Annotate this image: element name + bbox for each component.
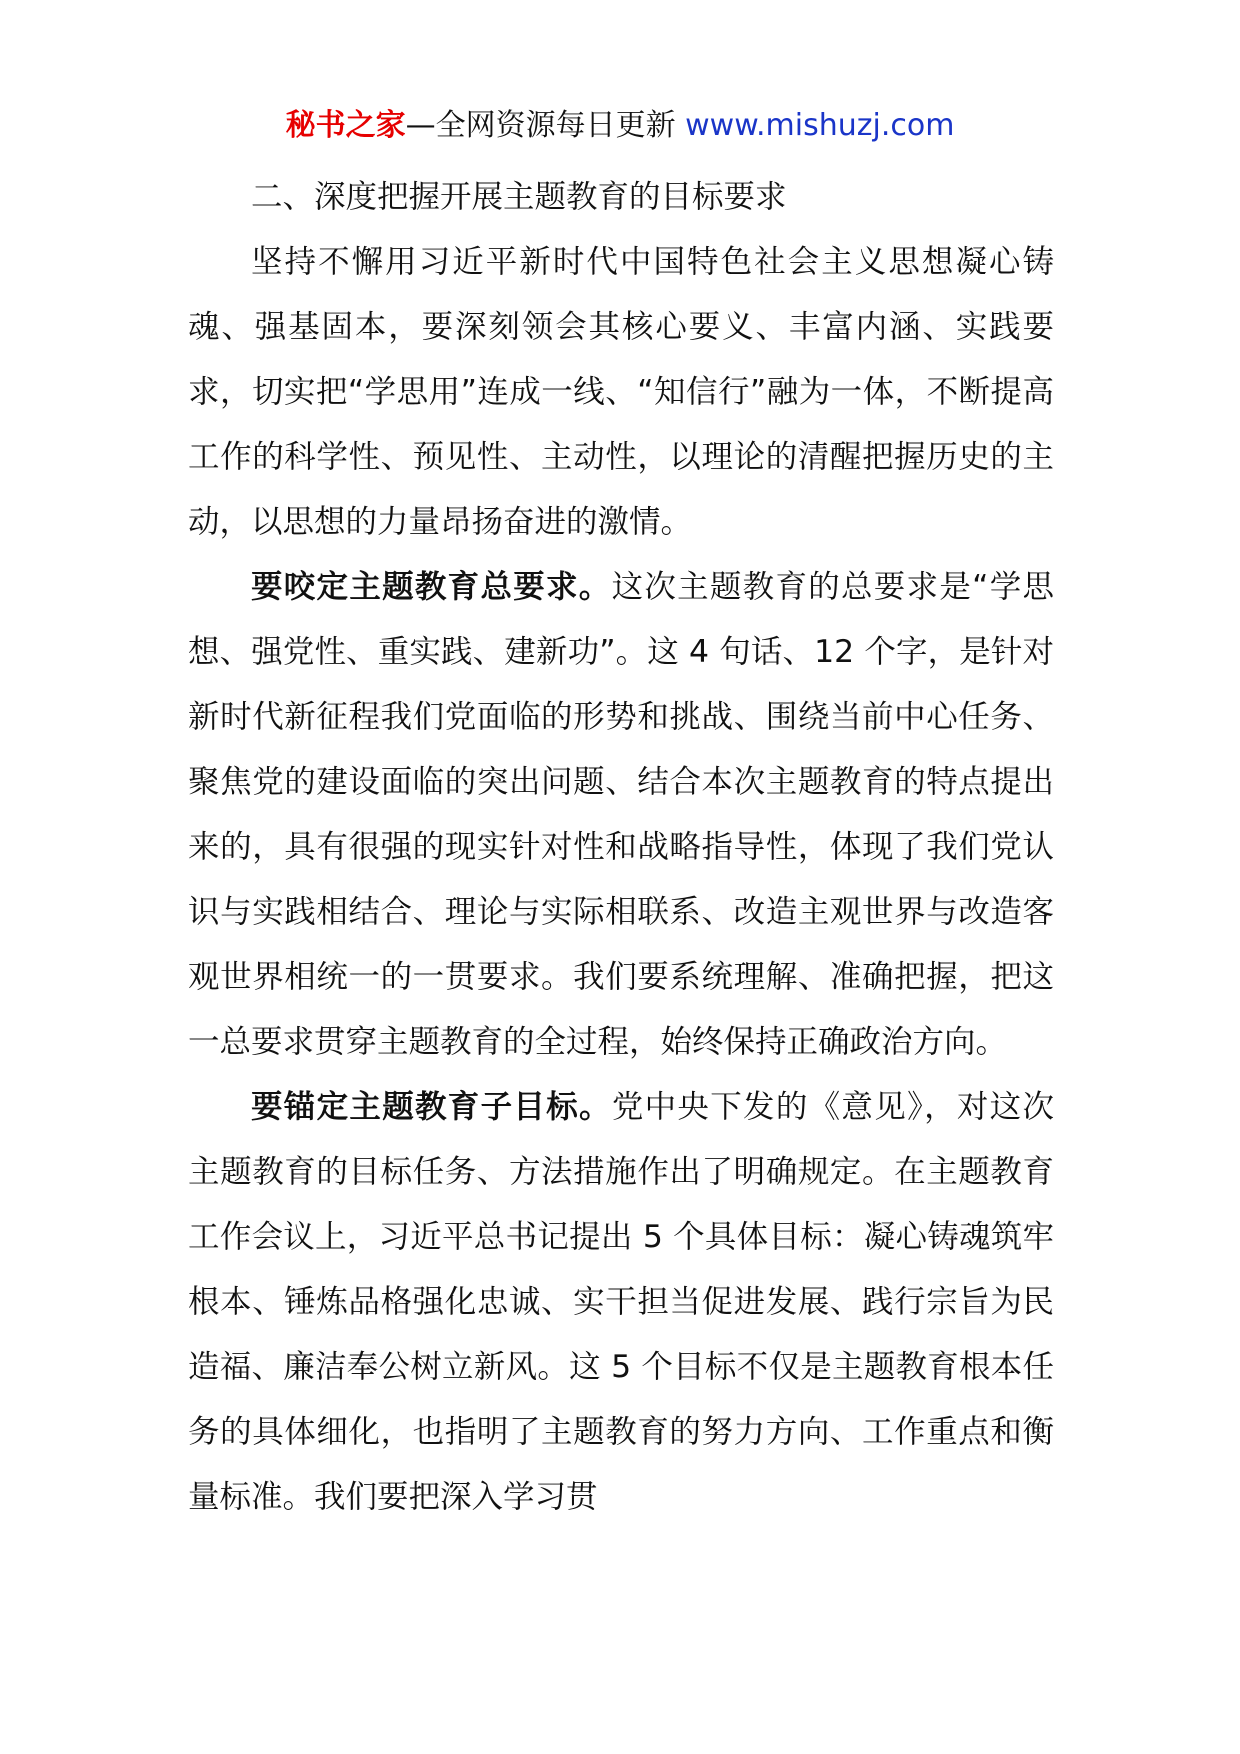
brand-name: 秘书之家 xyxy=(285,108,406,143)
article-body xyxy=(188,165,1054,1530)
intro-paragraph: 坚持不懈用习近平新时代中国特色社会主义思想凝心铸魂、强基固本，要深刻领会其核心要义、丰富内涵、实践要求，切实把“学思用”连成一线、“知信行”融为一体，不断提高工作的科学性、预见性、主动性，以理论的清醒把握历史的主动，以思想的力量昂扬奋进的激情。 xyxy=(188,244,1054,540)
paragraph-sub-goals xyxy=(188,1075,1054,1530)
header-tagline: —全网资源每日更新 xyxy=(405,108,676,143)
page-header xyxy=(0,104,1240,148)
paragraph-text: 党中央下发的《意见》，对这次主题教育的目标任务、方法措施作出了明确规定。在主题教育工作会议上，习近平总书记提出 5 个具体目标：凝心铸魂筑牢根本、锤炼品格强化忠诚、实干担当促进发展、践行宗旨为民造福、廉洁奉公树立新风。这 5 个目标不仅是主题教育根本任务的具体细化，也指明了主题教育的努力方向、工作重点和衡量标准。我们要把深入学习贯 xyxy=(188,1089,1054,1515)
paragraph-text: 这次主题教育的总要求是“学思想、强党性、重实践、建新功”。这 4 句话、12 个字，是针对新时代新征程我们党面临的形势和挑战、围绕当前中心任务、聚焦党的建设面临的突出问题、结合本次主题教育的特点提出来的，具有很强的现实针对性和战略指导性，体现了我们党认识与实践相结合、理论与实际相联系、改造主观世界与改造客观世界相统一的一贯要求。我们要系统理解、准确把握，把这一总要求贯穿主题教育的全过程，始终保持正确政治方向。 xyxy=(188,569,1054,1060)
paragraph-general-requirement xyxy=(188,555,1054,1075)
paragraph-lead: 要锚定主题教育子目标。 xyxy=(251,1089,612,1125)
paragraph-lead: 要咬定主题教育总要求。 xyxy=(251,569,612,605)
section-heading: 二、深度把握开展主题教育的目标要求 xyxy=(251,179,787,215)
site-url-link[interactable]: www.mishuzj.com xyxy=(685,108,955,143)
